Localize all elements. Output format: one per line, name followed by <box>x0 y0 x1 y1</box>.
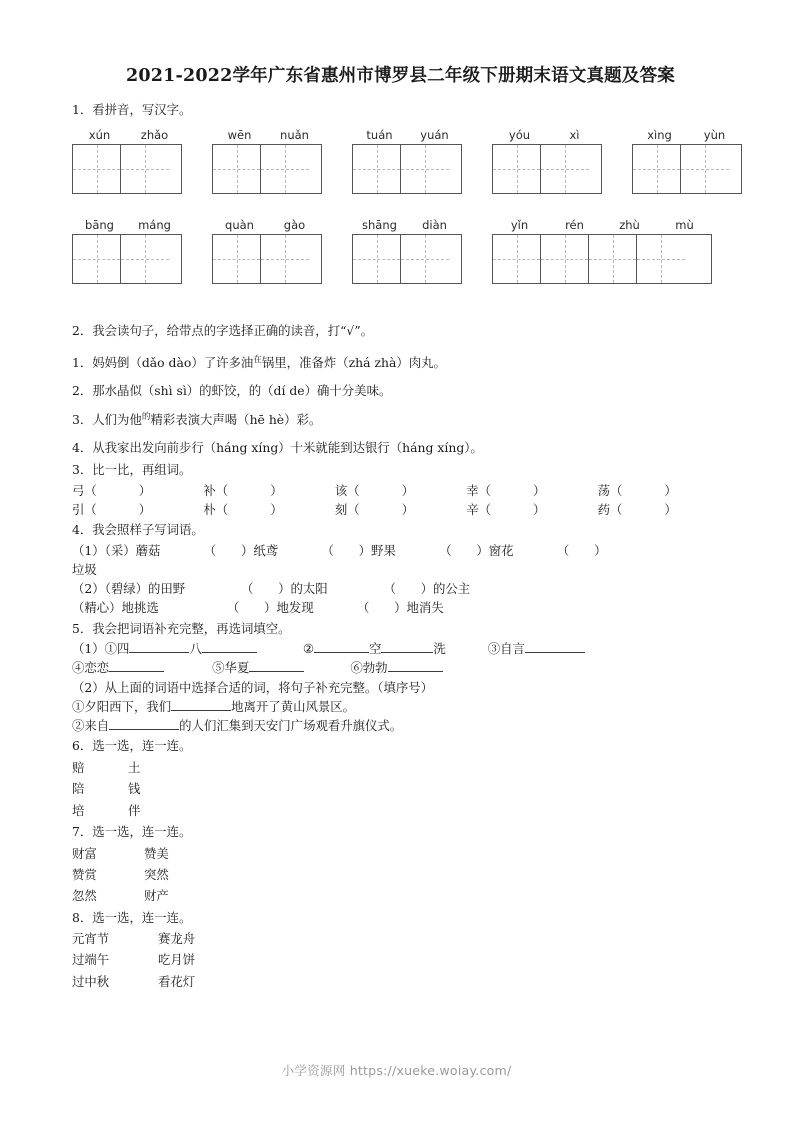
question-2 <box>72 322 729 457</box>
pinyin-grid-row-1 <box>72 126 729 194</box>
match-left-item[interactable]: 元宵节 <box>72 931 110 947</box>
item-text: 2．那水晶似（shì sì）的虾饺，的（dí de）确十分美味。 <box>72 383 392 399</box>
char-label: 荡（ <box>597 482 623 498</box>
pinyin-labels <box>212 216 322 232</box>
match-row[interactable] <box>72 843 729 864</box>
question-3-row-top <box>72 481 729 500</box>
compare-item[interactable] <box>72 481 203 500</box>
match-left-item[interactable]: 忽然 <box>72 888 97 904</box>
question-2-heading: 2．我会读句子，给带点的字选择正确的读音，打“√”。 <box>72 322 374 338</box>
tianzige-cell[interactable] <box>589 235 637 283</box>
sentence-text-cont: 的人们汇集到天安门广场观看升旗仪式。 <box>179 718 403 734</box>
page-title: 2021-2022学年广东省惠州市博罗县二年级下册期末语文真题及答案 <box>126 66 675 86</box>
site-watermark: 小学资源网 https://xueke.woiay.com/ <box>281 1063 512 1078</box>
sentence-text: ②来自 <box>72 718 110 734</box>
tianzige-cell[interactable] <box>261 145 309 193</box>
char-label: 药（ <box>597 501 623 517</box>
question-5-part2-instruction: （2）从上面的词语中选择合适的词，将句子补充完整。（填序号） <box>72 679 434 695</box>
question-4-line-2[interactable]: （2）（碧绿）的田野 （ ）的太阳 （ ）的公主 <box>72 581 471 597</box>
pinyin-syllable: yuán <box>420 128 449 143</box>
paren-close: ） <box>270 482 283 498</box>
pinyin-syllable: mù <box>675 218 694 233</box>
fill-blank[interactable] <box>525 652 585 653</box>
pinyin-word-group <box>212 126 322 194</box>
tianzige-cell[interactable] <box>681 145 729 193</box>
paren-close: ） <box>664 501 677 517</box>
pinyin-syllable: yùn <box>703 128 726 143</box>
spacer <box>72 344 729 353</box>
compare-item[interactable] <box>466 481 597 500</box>
match-row[interactable] <box>72 928 729 949</box>
question-2-item <box>72 381 729 400</box>
compare-item[interactable] <box>203 500 334 519</box>
pinyin-word-group <box>632 126 742 194</box>
idiom-2-end: 洗 <box>433 641 446 657</box>
pinyin-syllable: diàn <box>422 218 447 233</box>
pinyin-word-group <box>212 216 322 284</box>
pinyin-syllable: máng <box>138 218 171 233</box>
question-4-heading: 4．我会照样子写词语。 <box>72 522 204 538</box>
match-right-item[interactable]: 赛龙舟 <box>158 931 196 947</box>
paren-close: ） <box>138 501 152 517</box>
match-left-item[interactable]: 培 <box>72 802 85 818</box>
item-text: 1．妈妈倒（dǎo dào）了许多油 <box>72 355 254 371</box>
paren-close: ） <box>533 482 546 498</box>
fill-blank[interactable] <box>249 671 304 672</box>
question-1 <box>72 101 729 284</box>
superscript-char: 的 <box>141 411 151 422</box>
idiom-6-prefix: ⑥勃勃 <box>350 660 388 676</box>
question-3-row-bottom <box>72 500 729 519</box>
fill-blank[interactable] <box>109 729 179 730</box>
pinyin-syllable: gào <box>283 218 306 233</box>
question-6 <box>72 737 729 821</box>
idiom-2-prefix: ② <box>302 641 314 657</box>
match-row[interactable] <box>72 757 729 778</box>
compare-item[interactable] <box>72 500 203 519</box>
match-row[interactable] <box>72 885 729 906</box>
match-right-item[interactable]: 伴 <box>128 802 141 818</box>
idiom-5-prefix: ⑤华夏 <box>212 660 250 676</box>
pinyin-syllable: xì <box>569 128 580 143</box>
char-label: 该（ <box>334 482 360 498</box>
compare-item[interactable] <box>598 500 729 519</box>
pinyin-syllable: zhù <box>619 218 640 233</box>
sentence-text: ①夕阳西下，我们 <box>72 698 172 714</box>
char-label: 补（ <box>203 482 229 498</box>
char-label: 朴（ <box>203 501 229 517</box>
tianzige-cell[interactable] <box>261 235 309 283</box>
question-7-heading: 7．选一选，连一连。 <box>72 823 192 839</box>
idiom-4-prefix: ④恋恋 <box>72 660 110 676</box>
question-4-line-1-continued: 垃圾 <box>72 561 97 577</box>
question-3-heading: 3．比一比，再组词。 <box>72 462 192 478</box>
pinyin-syllable: wēn <box>227 128 252 143</box>
item-text-cont: 精彩表演大声喝（hē hè）彩。 <box>150 411 322 427</box>
tianzige-box[interactable] <box>492 144 602 194</box>
tianzige-cell[interactable] <box>213 235 261 283</box>
pinyin-word-group <box>352 216 462 284</box>
pinyin-labels <box>492 126 602 142</box>
question-7 <box>72 823 729 907</box>
tianzige-cell[interactable] <box>213 145 261 193</box>
tianzige-cell[interactable] <box>541 235 589 283</box>
match-right-item[interactable]: 突然 <box>144 866 169 882</box>
question-5-sentence-2[interactable] <box>72 716 729 735</box>
match-right-item[interactable]: 钱 <box>128 781 141 797</box>
tianzige-cell[interactable] <box>121 235 169 283</box>
question-4-line-1[interactable]: （1）（采）蘑菇 （ ）纸鸢 （ ）野果 （ ）窗花 （ ） <box>72 542 607 558</box>
pinyin-syllable: nuǎn <box>280 128 309 143</box>
match-row[interactable] <box>72 971 729 992</box>
pinyin-labels <box>632 126 742 142</box>
item-text: 3．人们为他 <box>72 411 142 427</box>
question-8 <box>72 909 729 993</box>
fill-blank[interactable] <box>171 710 231 711</box>
pinyin-word-group <box>492 126 602 194</box>
pinyin-syllable: bāng <box>85 218 114 233</box>
tianzige-cell[interactable] <box>73 145 121 193</box>
item-text: 4．从我家出发向前步行（háng xíng）十米就能到达银行（háng xíng）。 <box>72 439 483 455</box>
match-row[interactable] <box>72 778 729 799</box>
paren-close: ） <box>138 482 152 498</box>
question-8-heading: 8．选一选，连一连。 <box>72 909 192 925</box>
match-left-item[interactable]: 赞赏 <box>72 866 97 882</box>
tianzige-box[interactable] <box>492 234 712 284</box>
compare-item[interactable] <box>466 500 597 519</box>
pinyin-syllable: rén <box>565 218 584 233</box>
pinyin-labels <box>72 216 182 232</box>
fill-blank[interactable] <box>314 652 369 653</box>
tianzige-box[interactable] <box>632 144 742 194</box>
tianzige-box[interactable] <box>212 144 322 194</box>
match-row[interactable] <box>72 949 729 970</box>
match-left-item[interactable]: 赔 <box>72 759 85 775</box>
question-5-idioms-line-2[interactable] <box>72 658 729 677</box>
pinyin-syllable: yóu <box>508 128 531 143</box>
char-label: 弓（ <box>72 482 97 498</box>
compare-item[interactable] <box>335 481 466 500</box>
question-2-item <box>72 410 729 429</box>
item-text-cont: 锅里，准备炸（zhá zhà）肉丸。 <box>261 355 446 371</box>
pinyin-syllable: shāng <box>362 218 397 233</box>
char-label: 引（ <box>72 501 97 517</box>
spacer <box>72 284 729 322</box>
pinyin-syllable: xìng <box>647 128 672 143</box>
question-2-item <box>72 353 729 372</box>
question-2-item <box>72 438 729 457</box>
question-4-line-3[interactable]: （精心）地挑选 （ ）地发现 （ ）地消失 <box>72 600 444 616</box>
char-label: 刻（ <box>334 501 360 517</box>
match-right-item[interactable]: 土 <box>128 759 141 775</box>
fill-blank[interactable] <box>381 652 433 653</box>
question-1-heading: 1．看拼音，写汉字。 <box>72 102 192 117</box>
tianzige-cell[interactable] <box>493 145 541 193</box>
paren-close: ） <box>401 501 414 517</box>
char-label: 幸（ <box>466 482 491 498</box>
sentence-text-cont: 地离开了黄山风景区。 <box>231 698 356 714</box>
fill-blank[interactable] <box>202 652 257 653</box>
compare-item[interactable] <box>598 481 729 500</box>
match-right-item[interactable]: 赞美 <box>144 845 169 861</box>
pinyin-word-group <box>352 126 462 194</box>
tianzige-cell[interactable] <box>73 235 121 283</box>
paren-close: ） <box>533 501 546 517</box>
pinyin-labels <box>212 126 322 142</box>
tianzige-box[interactable] <box>72 234 182 284</box>
tianzige-cell[interactable] <box>401 145 449 193</box>
question-5-sentence-1[interactable] <box>72 697 729 716</box>
compare-item[interactable] <box>335 500 466 519</box>
pinyin-syllable: yǐn <box>510 218 529 233</box>
tianzige-box[interactable] <box>72 144 182 194</box>
pinyin-syllable: tuán <box>366 128 393 143</box>
match-left-item[interactable]: 过端午 <box>72 952 110 968</box>
tianzige-cell[interactable] <box>353 145 401 193</box>
pinyin-labels <box>492 216 712 232</box>
pinyin-labels <box>352 216 462 232</box>
pinyin-labels <box>72 126 182 142</box>
question-6-heading: 6．选一选，连一连。 <box>72 738 192 754</box>
match-row[interactable] <box>72 864 729 885</box>
tianzige-cell[interactable] <box>353 235 401 283</box>
match-left-item[interactable]: 过中秋 <box>72 973 110 989</box>
question-5-heading: 5．我会把词语补充完整，再选词填空。 <box>72 620 291 636</box>
idiom-3-prefix: ③自言 <box>487 641 525 657</box>
question-4 <box>72 521 729 617</box>
pinyin-syllable: zhǎo <box>140 128 169 143</box>
match-row[interactable] <box>72 800 729 821</box>
tianzige-cell[interactable] <box>637 235 685 283</box>
fill-blank[interactable] <box>388 671 443 672</box>
tianzige-cell[interactable] <box>121 145 169 193</box>
fill-blank[interactable] <box>129 652 189 653</box>
idiom-1-prefix: （1）①四 <box>72 641 130 657</box>
question-3 <box>72 461 729 519</box>
tianzige-box[interactable] <box>352 144 462 194</box>
match-right-item[interactable]: 看花灯 <box>158 973 196 989</box>
question-5 <box>72 620 729 736</box>
tianzige-box[interactable] <box>212 234 322 284</box>
pinyin-grid-row-2 <box>72 216 729 284</box>
paren-close: ） <box>664 482 677 498</box>
paren-close: ） <box>401 482 414 498</box>
fill-blank[interactable] <box>109 671 164 672</box>
pinyin-word-group <box>72 126 182 194</box>
pinyin-labels <box>352 126 462 142</box>
pinyin-syllable: xún <box>88 128 111 143</box>
char-label: 辛（ <box>466 501 491 517</box>
pinyin-word-group <box>492 216 712 284</box>
tianzige-cell[interactable] <box>633 145 681 193</box>
idiom-2-mid: 空 <box>368 641 382 657</box>
tianzige-cell[interactable] <box>401 235 449 283</box>
idiom-1-mid: 八 <box>189 641 202 657</box>
tianzige-box[interactable] <box>352 234 462 284</box>
question-5-idioms-line-1[interactable] <box>72 639 729 658</box>
compare-item[interactable] <box>203 481 334 500</box>
superscript-char: 在 <box>253 355 262 366</box>
paren-close: ） <box>270 501 283 517</box>
pinyin-word-group <box>72 216 182 284</box>
match-right-item[interactable]: 吃月饼 <box>158 952 196 968</box>
match-left-item[interactable]: 财富 <box>72 845 97 861</box>
tianzige-cell[interactable] <box>493 235 541 283</box>
match-left-item[interactable]: 陪 <box>72 781 85 797</box>
pinyin-syllable: quàn <box>225 218 254 233</box>
tianzige-cell[interactable] <box>541 145 589 193</box>
match-right-item[interactable]: 财产 <box>144 888 169 904</box>
